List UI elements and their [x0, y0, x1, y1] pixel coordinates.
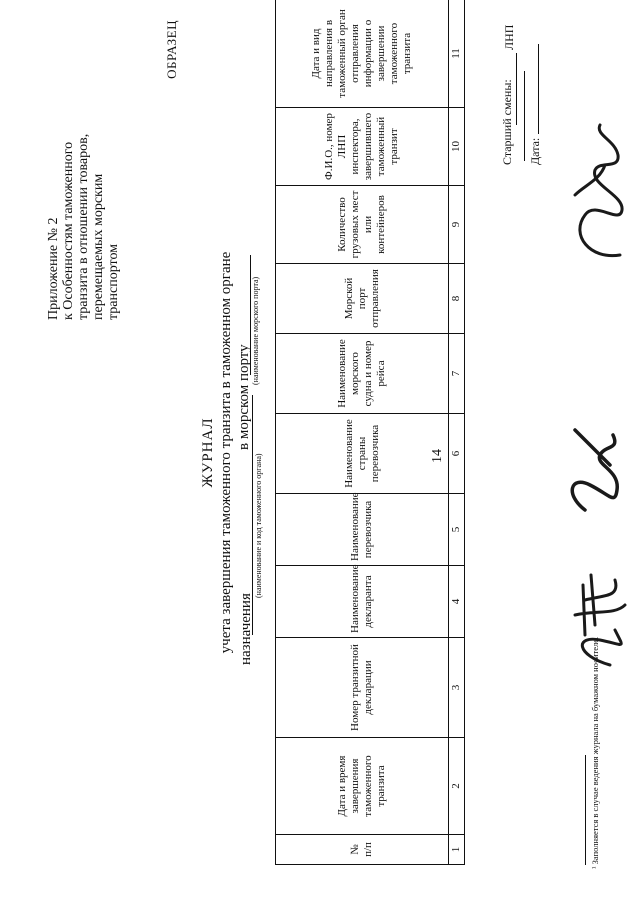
column-header: Наименование декларанта — [276, 566, 449, 638]
signature-1-icon — [555, 555, 635, 675]
column-header: Дата и время завершения таможенного транзита — [276, 738, 449, 835]
date-label: Дата: — [528, 137, 542, 165]
caption-customs-body: (наименование и код таможенного органа) — [254, 453, 263, 598]
appendix-line: к Особенностям таможенного — [61, 141, 76, 320]
column-header: Морской порт отправления — [276, 264, 449, 334]
column-number: 3 — [449, 638, 465, 738]
document-title: ЖУРНАЛ — [200, 417, 216, 488]
column-header: Количество грузовых мест или контейнеров — [276, 186, 449, 264]
column-number: 11 — [449, 0, 465, 108]
senior-shift-label: Старший смены: — [500, 79, 514, 165]
column-header: Ф.И.О., номер ЛНП инспектора, завершившего таможенный транзит — [276, 108, 449, 186]
title-port-label: в морском порту — [236, 344, 252, 450]
column-number: 10 — [449, 108, 465, 186]
date-line — [538, 44, 539, 134]
column-number-row — [449, 0, 465, 865]
column-number: 4 — [449, 566, 465, 638]
column-number: 6 — [449, 414, 465, 494]
column-number: 9 — [449, 186, 465, 264]
column-header: Дата и вид направления в таможенный орган отправления информации о завершении таможенного транзита — [276, 0, 449, 108]
column-header: Наименование страны перевозчика — [276, 414, 449, 494]
title-destination-label: назначения — [238, 593, 254, 665]
appendix-line: Приложение № 2 — [46, 217, 61, 320]
footnote-rule — [585, 755, 586, 865]
page-number: 14 — [430, 449, 445, 463]
appendix-line: перемещаемых морским — [91, 173, 106, 320]
appendix-line: транзита в отношении товаров, — [76, 133, 91, 320]
signature-3-icon — [560, 115, 640, 265]
column-number: 5 — [449, 494, 465, 566]
column-number: 8 — [449, 264, 465, 334]
document-subtitle: учета завершения таможенного транзита в таможенном органе — [218, 251, 234, 654]
column-number: 7 — [449, 334, 465, 414]
table-header-row — [276, 0, 449, 865]
sample-label: ОБРАЗЕЦ — [164, 20, 179, 79]
senior-shift-line — [524, 71, 525, 161]
footnote: ¹ Заполняется в случае ведения журнала на бумажном носителе. — [590, 636, 600, 869]
appendix-header — [46, 70, 121, 320]
lnp-label: ЛНП — [502, 24, 516, 50]
caption-sea-port: (наименование морского порта) — [251, 276, 260, 385]
journal-table — [275, 0, 465, 865]
column-number: 2 — [449, 738, 465, 835]
column-number: 1 — [449, 835, 465, 865]
title-line-3 — [238, 0, 268, 905]
signature-2-icon — [555, 415, 635, 525]
column-header: Наименование морского судна и номер рейса — [276, 334, 449, 414]
lnp-line — [516, 53, 517, 125]
appendix-line: транспортом — [106, 243, 121, 320]
column-header: Наименование перевозчика — [276, 494, 449, 566]
column-header: Номер транзитной декларации — [276, 638, 449, 738]
column-header: № п/п — [276, 835, 449, 865]
